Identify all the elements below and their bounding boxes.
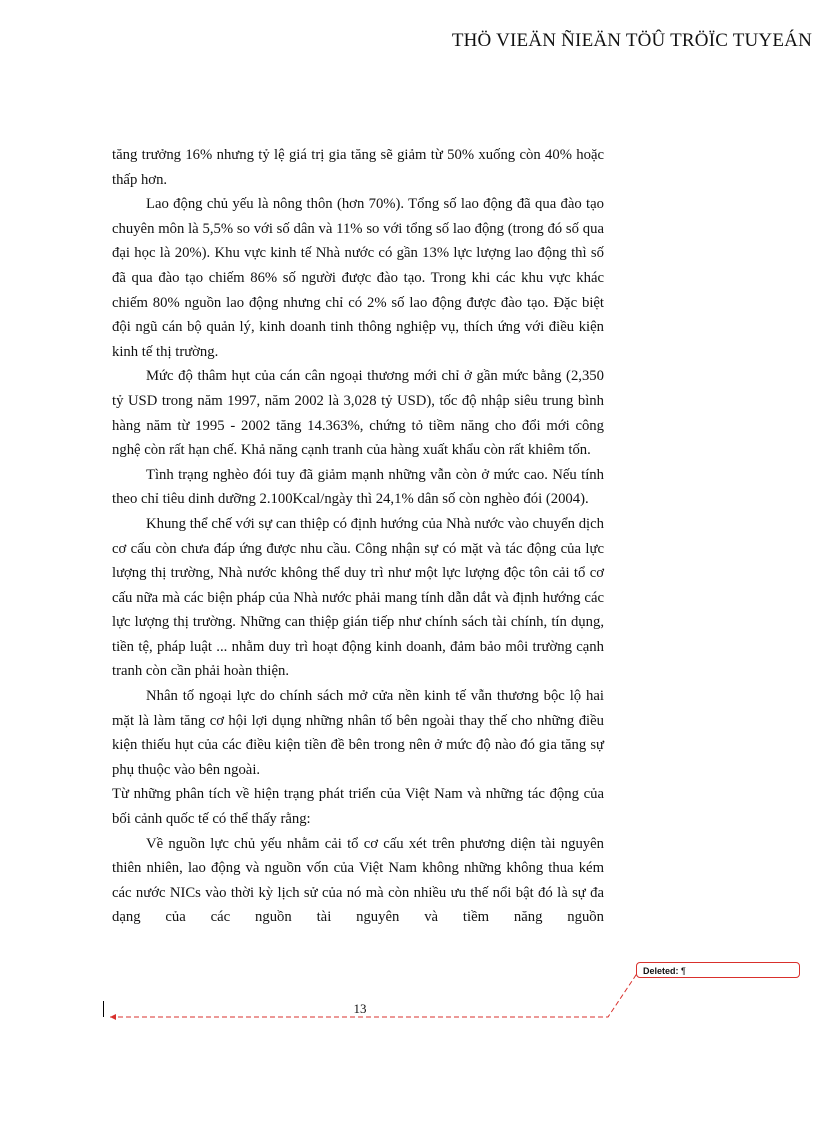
paragraph-2: Lao động chủ yếu là nông thôn (hơn 70%). Tổng số lao động đã qua đào tạo chuyên môn là 5,5% so với số dân và 11% so với tổng số lao động (trong đó số qua đại học là 20%). Khu vực kinh tế Nhà nước có gần 13% lực lượng lao động thì số đã qua đào tạo chiếm 86% số người được đào tạo. Trong khi các khu vực khác chiếm 80% nguồn lao động nhưng chỉ có 2% số lao động được đào tạo. Đặc biệt đội ngũ cán bộ quản lý, kinh doanh tinh thông nghiệp vụ, thích ứng với điều kiện kinh tế thị trường. (112, 196, 604, 360)
paragraph-7: Từ những phân tích về hiện trạng phát triển của Việt Nam và những tác động của bối cảnh quốc tế có thể thấy rằng: (112, 786, 604, 828)
paragraph-5: Khung thể chế với sự can thiệp có định hướng của Nhà nước vào chuyển dịch cơ cấu còn chưa đáp ứng được nhu cầu. Công nhận sự có mặt và tác động của lực lượng thị trường, Nhà nước không thể duy trì như một lực lượng độc tôn cải tổ cơ cấu nữa mà các biện pháp của Nhà nước phải mang tính dẫn dắt và định hướng các lực lượng thị trường. Những can thiệp gián tiếp như chính sách tài chính, tín dụng, tiền tệ, pháp luật ... nhằm duy trì hoạt động kinh doanh, đảm bảo môi trường cạnh tranh còn cần phải hoàn thiện. (112, 515, 604, 680)
paragraph-8: Về nguồn lực chủ yếu nhằm cải tổ cơ cấu xét trên phương diện tài nguyên thiên nhiên, lao động và nguồn vốn của Việt Nam không những không thua kém các nước NICs vào thời kỳ lịch sử của nó mà còn nhiều ưu thế nổi bật đó là sự đa dạng của các nguồn tài nguyên và tiềm năng nguồn (112, 835, 604, 926)
balloon-label: Deleted: (643, 966, 679, 976)
page-header: THÖ VIEÄN ÑIEÄN TÖÛ TRÖÏC TUYEÁN (451, 30, 812, 51)
paragraph-4: Tình trạng nghèo đói tuy đã giảm mạnh những vẫn còn ở mức cao. Nếu tính theo chỉ tiêu dinh dưỡng 2.100Kcal/ngày thì 24,1% dân số còn nghèo đói (2004). (112, 466, 604, 508)
paragraph-6: Nhân tố ngoại lực do chính sách mở cửa nền kinh tế vẫn thương bộc lộ hai mặt là làm tăng cơ hội lợi dụng những nhân tố bên ngoài thay thế cho những điều kiện thiếu hụt của các điều kiện tiền đề bên trong nên ở mức độ nào đó gia tăng sự phụ thuộc vào bên ngoài. (112, 688, 604, 778)
paragraph-1: tăng trưởng 16% nhưng tỷ lệ giá trị gia tăng sẽ giảm từ 50% xuống còn 40% hoặc thấp hơn. (112, 147, 604, 188)
pilcrow-icon: ¶ (681, 966, 686, 976)
page-number: 13 (353, 1001, 367, 1016)
paragraph-3: Mức độ thâm hụt của cán cân ngoại thương mới chỉ ở gần mức bằng (2,350 tỷ USD trong năm 1997, năm 2002 là 3,028 tỷ USD), tốc độ nhập siêu trung bình hàng năm từ 1995 - 2002 tăng 14.363%, chứng tỏ tiềm năng cho đổi mới công nghệ còn rất hạn chế. Khả năng cạnh tranh của hàng xuất khẩu còn rất khiêm tốn. (112, 368, 604, 459)
deleted-comment-balloon[interactable] (636, 962, 800, 978)
